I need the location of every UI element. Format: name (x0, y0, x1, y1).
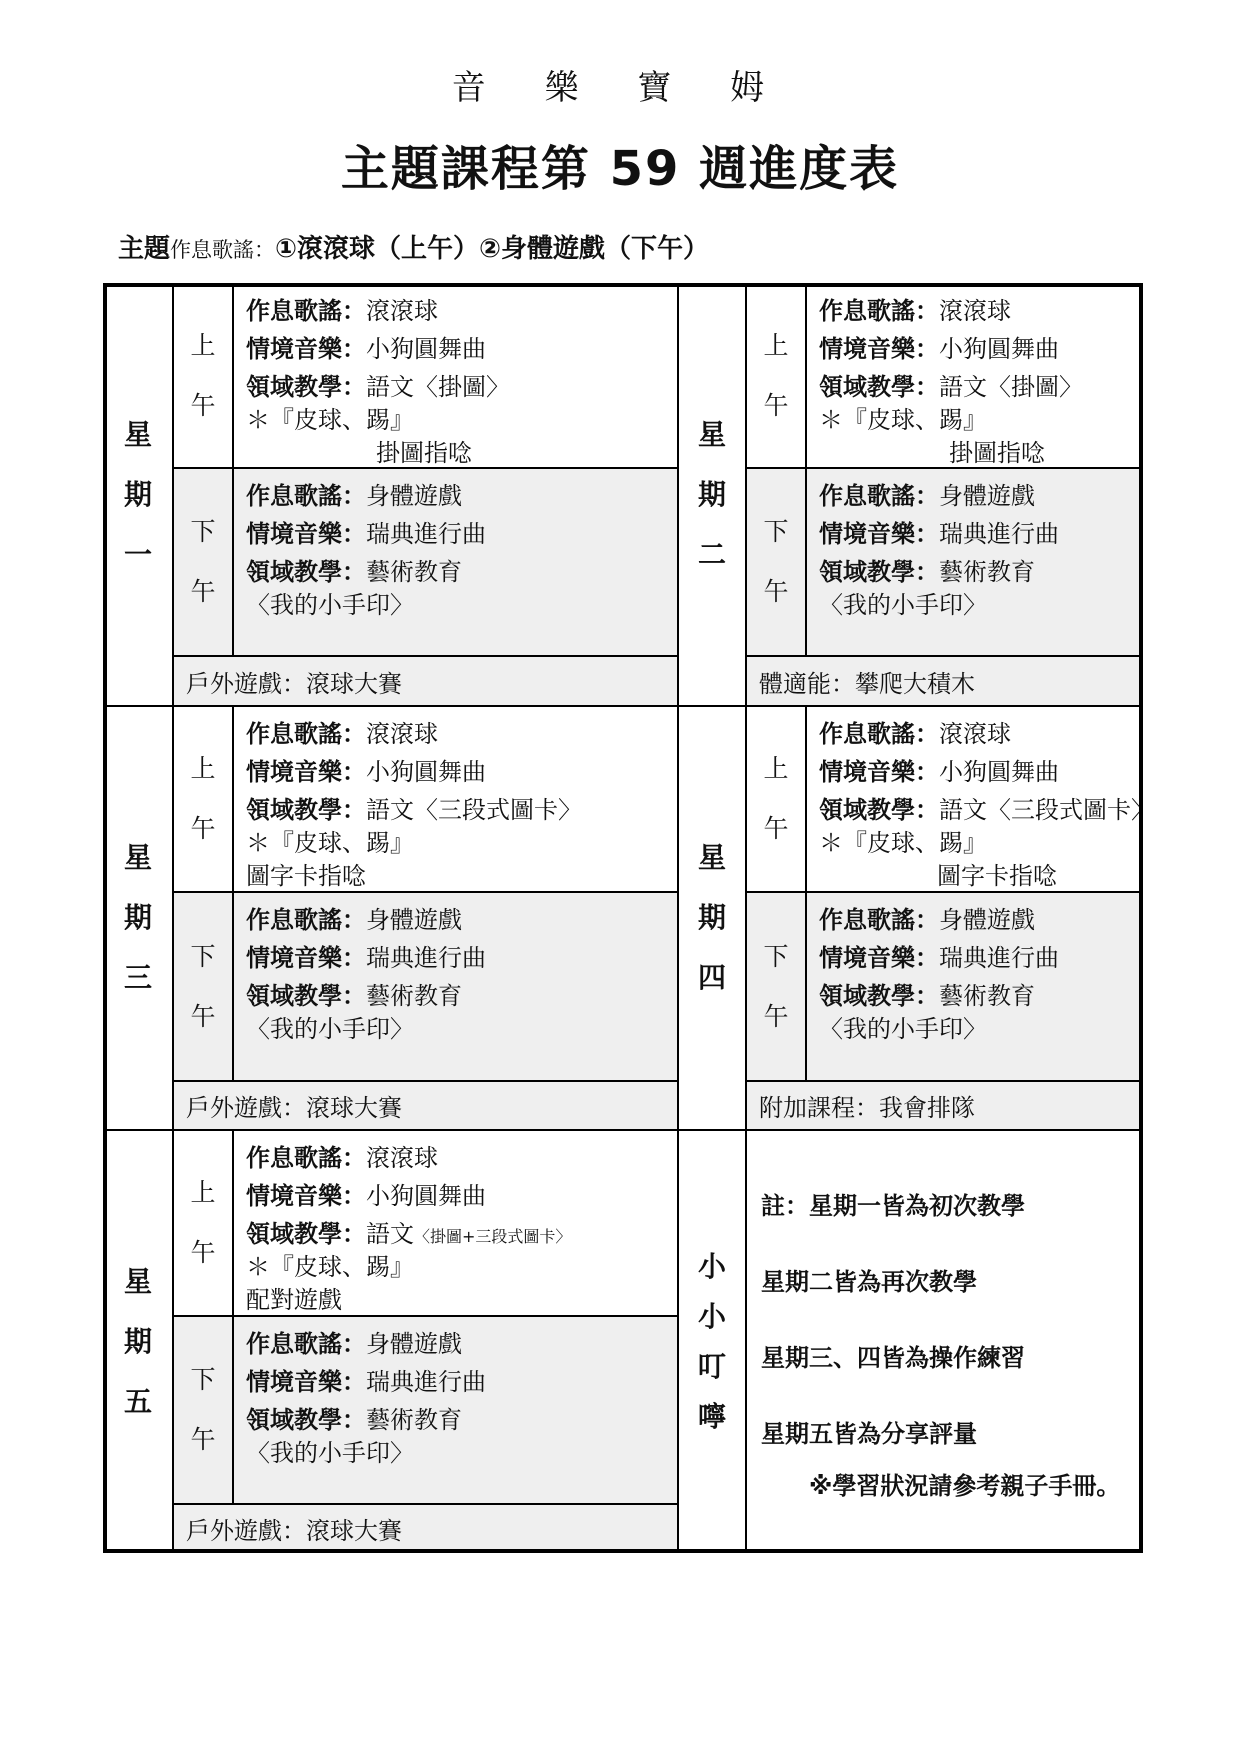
period-am-label: 上午 (190, 754, 216, 843)
teach-label: 領域教學 (819, 373, 915, 401)
period-am-label: 上午 (763, 754, 789, 843)
note-line: ※學習狀況請參考親子手冊。 (809, 1472, 1121, 1500)
song-label: 作息歌謠 (246, 906, 342, 934)
period-am-label: 上午 (763, 330, 789, 420)
day-label-fri (103, 1130, 173, 1553)
teach-detail: ＊『皮球、踢』 (246, 1253, 414, 1281)
fri-extra: 戶外遊戲：滾球大賽 (173, 1504, 678, 1553)
day-name: 星期三 (123, 841, 152, 994)
period-pm (173, 892, 233, 1081)
song-label: 作息歌謠 (246, 297, 342, 325)
note-line: 註：星期一皆為初次教學 (761, 1192, 1025, 1220)
teach-value: 藝術教育 (939, 558, 1035, 586)
tue-pm-content: 作息歌謠：身體遊戲 情境音樂：瑞典進行曲 領域教學：藝術教育 〈我的小手印〉 (806, 468, 1143, 656)
period-am-label: 上午 (190, 1178, 216, 1267)
wed-pm-content: 作息歌謠：身體遊戲 情境音樂：瑞典進行曲 領域教學：藝術教育 〈我的小手印〉 (233, 892, 678, 1081)
song-label: 作息歌謠 (246, 720, 342, 748)
teach-label: 領域教學 (246, 373, 342, 401)
song-value: 滾滾球 (366, 297, 438, 325)
teach-value: 藝術教育 (366, 1406, 462, 1434)
music-label: 情境音樂 (819, 335, 915, 363)
period-pm (173, 468, 233, 656)
teach-label: 領域教學 (246, 558, 342, 586)
teach-activity: 圖字卡指唸 (937, 862, 1057, 890)
music-label: 情境音樂 (246, 335, 342, 363)
wed-am-content: 作息歌謠：滾滾球 情境音樂：小狗圓舞曲 領域教學：語文〈三段式圖卡〉 ＊『皮球、踢』 圖字卡指唸 (233, 706, 678, 892)
music-value: 瑞典進行曲 (939, 944, 1059, 972)
song-label: 作息歌謠 (819, 720, 915, 748)
teach-value: 藝術教育 (366, 982, 462, 1010)
song-value: 滾滾球 (939, 297, 1011, 325)
teach-activity: 配對遊戲 (246, 1286, 342, 1314)
song-label: 作息歌謠 (819, 482, 915, 510)
theme-songs: ①滾滾球（上午）②身體遊戲（下午） (275, 234, 710, 264)
song-value: 滾滾球 (939, 720, 1011, 748)
teach-detail: 〈我的小手印〉 (246, 591, 414, 619)
period-pm-label: 下午 (763, 941, 789, 1031)
music-label: 情境音樂 (246, 758, 342, 786)
song-value: 滾滾球 (366, 720, 438, 748)
tue-am-content: 作息歌謠：滾滾球 情境音樂：小狗圓舞曲 領域教學：語文〈掛圖〉 ＊『皮球、踢』 掛圖指唸 (806, 283, 1143, 468)
period-am-label: 上午 (190, 330, 216, 420)
weekly-schedule (103, 283, 1155, 1553)
day-label-mon (103, 283, 173, 706)
theme-label: 作息歌謠： (170, 238, 276, 262)
teach-detail: ＊『皮球、踢』 (819, 829, 987, 857)
teach-activity: 圖字卡指唸 (246, 862, 366, 890)
day-label-thu (678, 706, 746, 1130)
music-label: 情境音樂 (246, 1182, 342, 1210)
teach-value: 語文〈三段式圖卡〉 (366, 796, 582, 824)
period-pm (746, 468, 806, 656)
music-value: 瑞典進行曲 (366, 944, 486, 972)
song-value: 身體遊戲 (366, 906, 462, 934)
music-label: 情境音樂 (246, 944, 342, 972)
thu-extra: 附加課程：我會排隊 (746, 1081, 1143, 1130)
teach-value: 語文〈掛圖〉 (939, 373, 1083, 401)
period-am (173, 706, 233, 892)
fri-pm-content: 作息歌謠：身體遊戲 情境音樂：瑞典進行曲 領域教學：藝術教育 〈我的小手印〉 (233, 1316, 678, 1504)
teach-label: 領域教學 (819, 796, 915, 824)
day-name: 星期五 (123, 1264, 152, 1418)
teach-detail: 〈我的小手印〉 (246, 1439, 414, 1467)
period-pm-label: 下午 (190, 517, 216, 606)
teach-value: 藝術教育 (366, 558, 462, 586)
song-value: 滾滾球 (366, 1144, 438, 1172)
music-label: 情境音樂 (819, 758, 915, 786)
song-label: 作息歌謠 (819, 906, 915, 934)
song-value: 身體遊戲 (939, 482, 1035, 510)
note-line: 星期三、四皆為操作練習 (761, 1344, 1025, 1372)
note-line: 星期五皆為分享評量 (761, 1420, 977, 1448)
teach-detail: 〈我的小手印〉 (819, 591, 987, 619)
music-value: 小狗圓舞曲 (939, 335, 1059, 363)
song-label: 作息歌謠 (246, 1330, 342, 1358)
song-label: 作息歌謠 (819, 297, 915, 325)
period-am (173, 1130, 233, 1316)
teach-label: 領域教學 (819, 558, 915, 586)
day-name: 星期四 (697, 841, 726, 994)
music-value: 小狗圓舞曲 (939, 758, 1059, 786)
music-value: 小狗圓舞曲 (366, 758, 486, 786)
mon-am-content: 作息歌謠：滾滾球 情境音樂：小狗圓舞曲 領域教學：語文〈掛圖〉 ＊『皮球、踢』 掛圖指唸 (233, 283, 678, 468)
tue-extra: 體適能：攀爬大積木 (746, 656, 1143, 706)
music-value: 小狗圓舞曲 (366, 1182, 486, 1210)
teach-detail: ＊『皮球、踢』 (819, 406, 987, 434)
reminder-notes (746, 1130, 1143, 1553)
teach-value-detail: 〈掛圖+三段式圖卡〉 (414, 1227, 572, 1246)
theme-line (118, 228, 709, 265)
teach-detail: 〈我的小手印〉 (246, 1015, 414, 1043)
reminder-title: 小小叮嚀 (697, 1249, 726, 1433)
teach-activity: 掛圖指唸 (376, 439, 472, 467)
teach-value: 語文〈三段式圖卡〉 (939, 796, 1155, 824)
brand-title: 音 樂 寶 姆 (451, 68, 789, 108)
song-label: 作息歌謠 (246, 482, 342, 510)
music-label: 情境音樂 (246, 1368, 342, 1396)
note-line: 星期二皆為再次教學 (761, 1268, 977, 1296)
teach-label: 領域教學 (246, 796, 342, 824)
thu-am-content: 作息歌謠：滾滾球 情境音樂：小狗圓舞曲 領域教學：語文〈三段式圖卡〉 ＊『皮球、踢』 圖字卡指唸 (806, 706, 1143, 892)
period-pm-label: 下午 (190, 1365, 216, 1454)
period-pm (746, 892, 806, 1081)
music-value: 瑞典進行曲 (939, 520, 1059, 548)
mon-pm-content: 作息歌謠：身體遊戲 情境音樂：瑞典進行曲 領域教學：藝術教育 〈我的小手印〉 (233, 468, 678, 656)
fri-am-content: 作息歌謠：滾滾球 情境音樂：小狗圓舞曲 領域教學：語文〈掛圖+三段式圖卡〉 ＊『皮球、踢』 配對遊戲 (233, 1130, 678, 1316)
teach-detail: ＊『皮球、踢』 (246, 829, 414, 857)
teach-value: 語文〈掛圖〉 (366, 373, 510, 401)
song-label: 作息歌謠 (246, 1144, 342, 1172)
teach-label: 領域教學 (246, 1406, 342, 1434)
music-label: 情境音樂 (819, 520, 915, 548)
day-label-tue (678, 283, 746, 706)
wed-extra: 戶外遊戲：滾球大賽 (173, 1081, 678, 1130)
period-pm-label: 下午 (190, 941, 216, 1031)
teach-label: 領域教學 (819, 982, 915, 1010)
period-am (746, 283, 806, 468)
day-label-wed (103, 706, 173, 1130)
day-name: 星期一 (123, 417, 152, 571)
song-value: 身體遊戲 (939, 906, 1035, 934)
music-label: 情境音樂 (246, 520, 342, 548)
period-am (746, 706, 806, 892)
page-title: 主題課程第 59 週進度表 (340, 141, 900, 197)
song-value: 身體遊戲 (366, 482, 462, 510)
day-name: 星期二 (697, 417, 726, 571)
thu-pm-content: 作息歌謠：身體遊戲 情境音樂：瑞典進行曲 領域教學：藝術教育 〈我的小手印〉 (806, 892, 1143, 1081)
teach-value: 語文 (366, 1220, 414, 1248)
teach-activity: 掛圖指唸 (949, 439, 1045, 467)
music-value: 小狗圓舞曲 (366, 335, 486, 363)
music-label: 情境音樂 (819, 944, 915, 972)
teach-detail: 〈我的小手印〉 (819, 1015, 987, 1043)
reminder-label (678, 1130, 746, 1553)
period-am (173, 283, 233, 468)
music-value: 瑞典進行曲 (366, 520, 486, 548)
teach-label: 領域教學 (246, 1220, 342, 1248)
teach-detail: ＊『皮球、踢』 (246, 406, 414, 434)
song-value: 身體遊戲 (366, 1330, 462, 1358)
period-pm-label: 下午 (763, 517, 789, 606)
mon-extra: 戶外遊戲：滾球大賽 (173, 656, 678, 706)
theme-prefix: 主題 (118, 234, 171, 264)
teach-value: 藝術教育 (939, 982, 1035, 1010)
teach-label: 領域教學 (246, 982, 342, 1010)
period-pm (173, 1316, 233, 1504)
music-value: 瑞典進行曲 (366, 1368, 486, 1396)
